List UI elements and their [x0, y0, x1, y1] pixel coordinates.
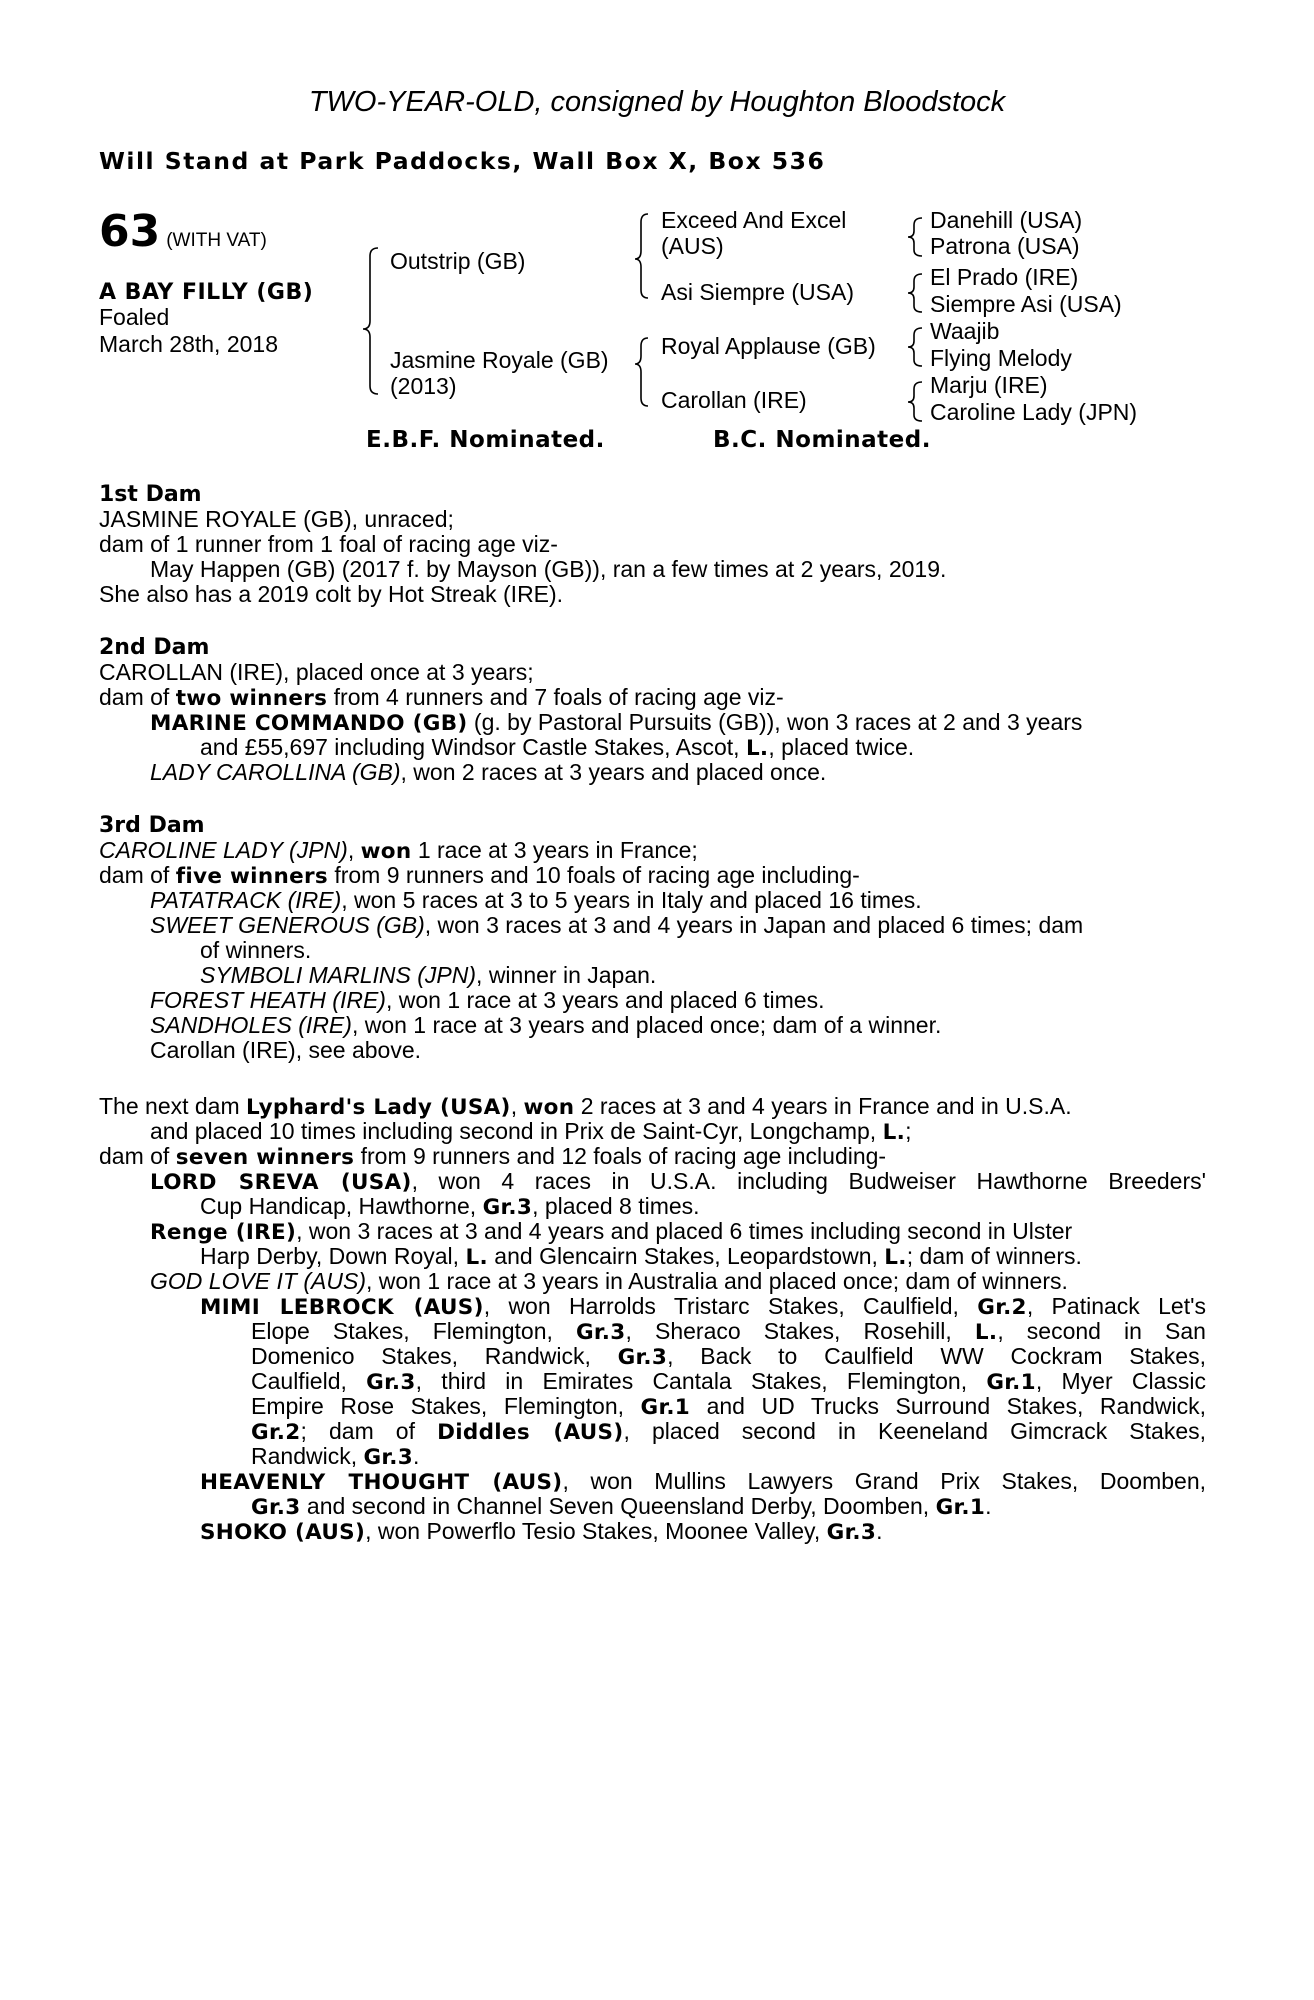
text-run: from 9 runners and 12 foals of racing age including- — [354, 1143, 887, 1169]
dam-dam-brace — [908, 382, 922, 421]
text-run-bold: won — [523, 1095, 575, 1120]
third-dam-line: Carollan (IRE), see above. — [150, 1037, 422, 1063]
text-run-bold: Gr.3 — [363, 1445, 413, 1470]
text-run: and Glencairn Stakes, Leopardstown, — [487, 1243, 885, 1269]
third-dam-line: of winners. — [200, 937, 312, 963]
pedigree-dss: Waajib — [930, 318, 1000, 344]
text-run-bold: Gr.1 — [640, 1395, 691, 1420]
text-run-bold: HEAVENLY THOUGHT (AUS) — [200, 1470, 563, 1495]
text-run: 2 races at 3 and 4 years in France and in U.S.A. — [574, 1093, 1072, 1119]
text-run: , won 3 races at 3 and 4 years in Japan and placed 6 times; dam — [424, 912, 1084, 938]
text-run: ; dam of winners. — [906, 1243, 1082, 1269]
text-run: , winner in Japan. — [476, 962, 657, 988]
pedigree-sds: El Prado (IRE) — [930, 264, 1079, 290]
text-run: from 9 runners and 10 foals of racing age including- — [327, 862, 860, 888]
pedigree-ssd: Patrona (USA) — [930, 233, 1080, 259]
next-dam-line — [251, 1444, 419, 1471]
text-run-italic: FOREST HEATH (IRE) — [150, 987, 386, 1013]
text-run: , Sheraco Stakes, Rosehill, — [625, 1318, 975, 1344]
text-run-bold: L. — [884, 1245, 907, 1270]
stand-location: Will Stand at Park Paddocks, Wall Box X, Box 536 — [99, 147, 826, 175]
text-run: , won 2 races at 3 years and placed once. — [400, 759, 827, 785]
text-run-bold: Renge (IRE) — [150, 1220, 297, 1245]
text-run-bold: Gr.3 — [482, 1195, 533, 1220]
text-run: , — [347, 837, 361, 863]
next-dam-line — [251, 1494, 991, 1521]
dam-brace — [635, 338, 648, 406]
text-run: and £55,697 including Windsor Castle Stakes, Ascot, — [200, 734, 746, 760]
pedigree-sss: Danehill (USA) — [930, 207, 1083, 233]
ebf-nomination: E.B.F. Nominated. — [366, 427, 605, 453]
text-run: , won Mullins Lawyers Grand Prix Stakes, Doomben, — [562, 1468, 1206, 1494]
text-run-bold: Gr.2 — [251, 1420, 301, 1445]
third-dam-line — [150, 888, 922, 914]
text-run-bold: L. — [974, 1320, 998, 1345]
first-dam-line: JASMINE ROYALE (GB), unraced; — [99, 506, 454, 532]
text-run: , Myer Classic — [1035, 1368, 1207, 1394]
text-run-italic: GOD LOVE IT (AUS) — [150, 1268, 366, 1294]
text-run-bold: L. — [745, 736, 769, 761]
pedigree-dam-dam: Carollan (IRE) — [661, 387, 807, 413]
text-run: dam of — [99, 862, 176, 888]
text-run: Domenico Stakes, Randwick, — [251, 1343, 618, 1369]
text-run: , won Powerflo Tesio Stakes, Moonee Valley, — [365, 1518, 827, 1544]
text-run: dam of — [99, 684, 176, 710]
pedigree-sire-dam: Asi Siempre (USA) — [661, 279, 854, 305]
next-dam-line — [251, 1319, 1206, 1346]
text-run: , won 1 race at 3 years and placed 6 times. — [385, 987, 825, 1013]
text-run-bold: MARINE COMMANDO (GB) — [150, 711, 468, 736]
next-dam-line — [150, 1169, 1206, 1196]
pedigree-dsd: Flying Melody — [930, 345, 1072, 371]
text-run-bold: Gr.3 — [826, 1520, 877, 1545]
third-dam-line — [150, 913, 1083, 939]
sire-dam-brace — [908, 274, 922, 312]
sire-sire-brace — [908, 218, 922, 256]
text-run-italic: LADY CAROLLINA (GB) — [150, 759, 401, 785]
text-run: and UD Trucks Surround Stakes, Randwick, — [690, 1393, 1206, 1419]
next-dam-line — [99, 1094, 1072, 1121]
lot-number: 63 — [99, 206, 161, 257]
horse-name: A BAY FILLY (GB) — [99, 280, 314, 305]
text-run: (g. by Pastoral Pursuits (GB)), won 3 races at 2 and 3 years — [467, 709, 1083, 735]
text-run-bold: won — [360, 839, 412, 864]
dam-sire-brace — [908, 328, 922, 366]
text-run-italic: SYMBOLI MARLINS (JPN) — [200, 962, 477, 988]
next-dam-line — [200, 1469, 1206, 1496]
second-dam-line — [150, 760, 826, 786]
text-run: , second in San — [997, 1318, 1206, 1344]
text-run-bold: Lyphard's Lady (USA) — [246, 1095, 511, 1120]
text-run-bold: two winners — [175, 686, 328, 711]
text-run: , won 5 races at 3 to 5 years in Italy and placed 16 times. — [341, 887, 922, 913]
text-run-bold: LORD SREVA (USA) — [150, 1170, 412, 1195]
text-run-bold: Gr.3 — [251, 1495, 301, 1520]
next-dam-line — [251, 1369, 1206, 1396]
next-dam-line — [200, 1194, 700, 1221]
next-dam-line — [200, 1244, 1082, 1271]
text-run: from 4 runners and 7 foals of racing age viz- — [327, 684, 784, 710]
text-run-bold: L. — [882, 1120, 906, 1145]
text-run: , won 4 races in U.S.A. including Budweiser Hawthorne Breeders' — [411, 1168, 1207, 1194]
third-dam-line — [150, 988, 825, 1014]
first-dam-line: dam of 1 runner from 1 foal of racing age viz- — [99, 531, 558, 557]
text-run-italic: CAROLINE LADY (JPN) — [99, 837, 348, 863]
text-run: . — [876, 1518, 883, 1544]
text-run-italic: PATATRACK (IRE) — [150, 887, 342, 913]
second-dam-line: CAROLLAN (IRE), placed once at 3 years; — [99, 659, 534, 685]
next-dam-line — [251, 1394, 1206, 1421]
text-run: Cup Handicap, Hawthorne, — [200, 1193, 483, 1219]
text-run: Elope Stakes, Flemington, — [251, 1318, 576, 1344]
text-run: , placed 8 times. — [532, 1193, 700, 1219]
text-run-italic: SWEET GENEROUS (GB) — [150, 912, 425, 938]
next-dam-line — [251, 1344, 1206, 1371]
second-dam-line — [200, 735, 914, 762]
page-title: TWO-YEAR-OLD, consigned by Houghton Bloodstock — [308, 86, 1006, 118]
next-dam-line — [150, 1119, 911, 1146]
pedigree-dds: Marju (IRE) — [930, 372, 1048, 398]
text-run-bold: SHOKO (AUS) — [200, 1520, 366, 1545]
third-dam-heading: 3rd Dam — [99, 813, 205, 838]
text-run: , — [510, 1093, 524, 1119]
text-run: dam of — [99, 1143, 176, 1169]
next-dam-line — [150, 1219, 1072, 1246]
text-run-bold: Diddles (AUS) — [437, 1420, 624, 1445]
text-run: , placed second in Keeneland Gimcrack Stakes, — [623, 1418, 1206, 1444]
text-run: , third in Emirates Cantala Stakes, Flemington, — [415, 1368, 987, 1394]
text-run-bold: five winners — [175, 864, 328, 889]
text-run-bold: Gr.3 — [575, 1320, 626, 1345]
pedigree-braces — [0, 0, 1314, 450]
next-dam-line — [200, 1294, 1206, 1321]
text-run-bold: Gr.1 — [935, 1495, 986, 1520]
next-dam-line — [251, 1419, 1206, 1446]
first-dam-heading: 1st Dam — [99, 482, 202, 507]
text-run: ; dam of — [300, 1418, 438, 1444]
text-run-bold: L. — [465, 1245, 488, 1270]
text-run: , won 1 race at 3 years in Australia and placed once; dam of winners. — [365, 1268, 1068, 1294]
text-run: . — [413, 1443, 420, 1469]
foaled-date: March 28th, 2018 — [99, 331, 279, 357]
third-dam-line — [99, 838, 698, 865]
third-dam-line — [200, 963, 656, 989]
text-run-italic: SANDHOLES (IRE) — [150, 1012, 352, 1038]
text-run: Harp Derby, Down Royal, — [200, 1243, 466, 1269]
second-dam-line — [150, 710, 1082, 737]
text-run-bold: Gr.3 — [366, 1370, 416, 1395]
pedigree-sire-sire: Exceed And Excel — [661, 207, 847, 233]
vat-note: (WITH VAT) — [166, 230, 267, 251]
text-run-bold: MIMI LEBROCK (AUS) — [200, 1295, 484, 1320]
text-run: and placed 10 times including second in Prix de Saint-Cyr, Longchamp, — [150, 1118, 883, 1144]
main-brace — [363, 248, 378, 394]
pedigree-sire: Outstrip (GB) — [390, 248, 526, 274]
first-dam-line: She also has a 2019 colt by Hot Streak (IRE). — [99, 581, 564, 607]
text-run: Caulfield, — [251, 1368, 367, 1394]
pedigree-dam-year: (2013) — [390, 373, 457, 399]
text-run: , placed twice. — [768, 734, 915, 760]
pedigree-sire-sire-country: (AUS) — [661, 233, 724, 259]
text-run: . — [985, 1493, 992, 1519]
pedigree-ddd: Caroline Lady (JPN) — [930, 399, 1138, 425]
text-run: and second in Channel Seven Queensland Derby, Doomben, — [300, 1493, 936, 1519]
text-run: ; — [905, 1118, 912, 1144]
second-dam-line — [99, 685, 784, 712]
text-run-bold: Gr.3 — [617, 1345, 668, 1370]
sire-brace — [635, 214, 648, 298]
foaled-label: Foaled — [99, 304, 170, 330]
text-run: , won 3 races at 3 and 4 years and placed 6 times including second in Ulster — [296, 1218, 1073, 1244]
pedigree-dam: Jasmine Royale (GB) — [390, 347, 609, 373]
text-run: , won 1 race at 3 years and placed once; dam of a winner. — [351, 1012, 942, 1038]
second-dam-heading: 2nd Dam — [99, 635, 210, 660]
third-dam-line — [150, 1013, 941, 1039]
bc-nomination: B.C. Nominated. — [713, 427, 931, 453]
text-run: , won Harrolds Tristarc Stakes, Caulfield, — [483, 1293, 978, 1319]
next-dam-line — [200, 1519, 883, 1546]
text-run: Randwick, — [251, 1443, 364, 1469]
text-run: Empire Rose Stakes, Flemington, — [251, 1393, 641, 1419]
text-run-bold: Gr.1 — [986, 1370, 1036, 1395]
text-run-bold: seven winners — [175, 1145, 355, 1170]
text-run: 1 race at 3 years in France; — [411, 837, 698, 863]
text-run-bold: Gr.2 — [977, 1295, 1027, 1320]
text-run: , Back to Caulfield WW Cockram Stakes, — [667, 1343, 1206, 1369]
next-dam-line — [150, 1269, 1068, 1295]
text-run: , Patinack Let's — [1026, 1293, 1206, 1319]
text-run: The next dam — [99, 1093, 247, 1119]
first-dam-line: May Happen (GB) (2017 f. by Mayson (GB)), ran a few times at 2 years, 2019. — [150, 556, 947, 582]
pedigree-dam-sire: Royal Applause (GB) — [661, 333, 876, 359]
next-dam-line — [99, 1144, 886, 1171]
third-dam-line — [99, 863, 860, 890]
pedigree-sdd: Siempre Asi (USA) — [930, 291, 1122, 317]
